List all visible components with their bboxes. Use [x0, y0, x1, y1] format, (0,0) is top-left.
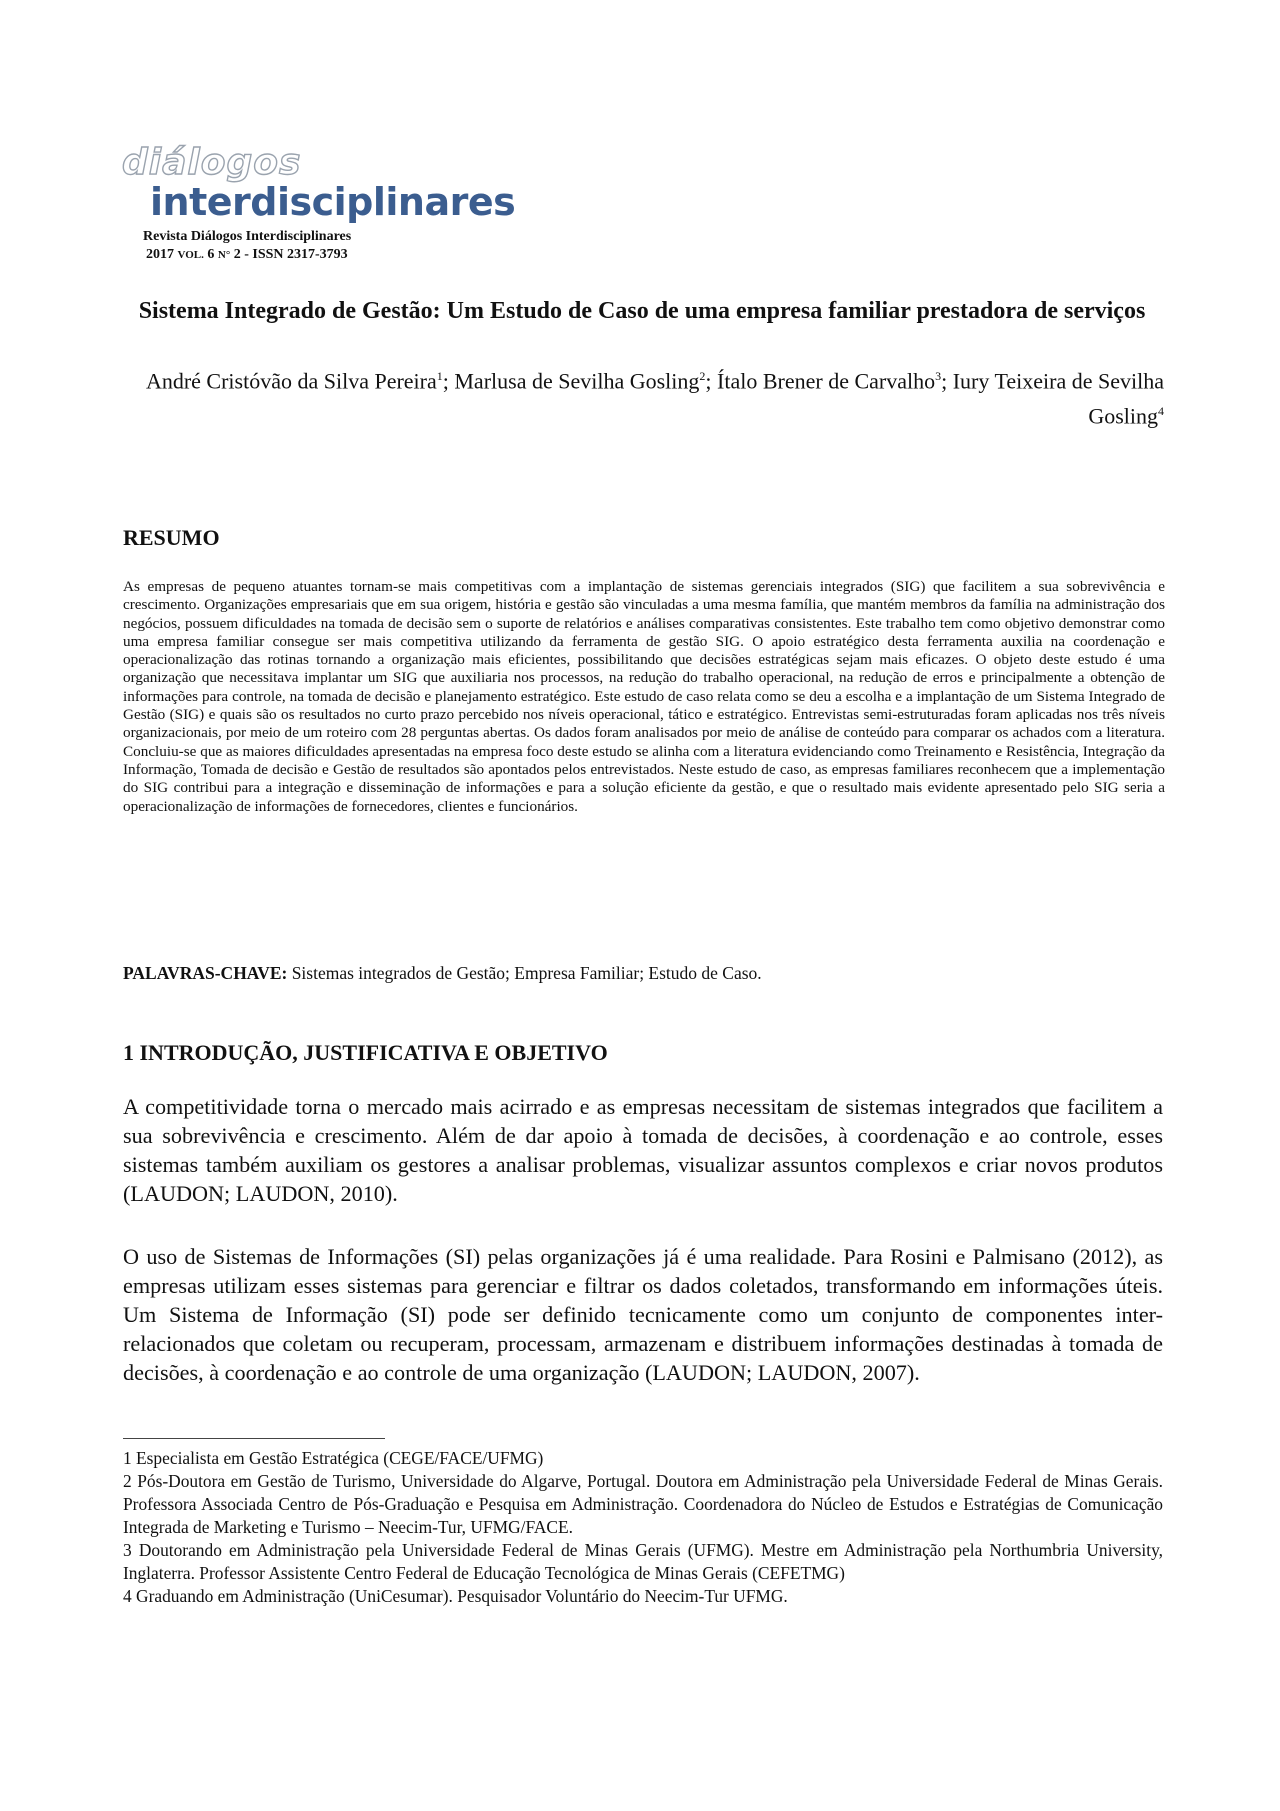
author-separator: ; [705, 368, 718, 394]
footnotes [123, 1447, 1163, 1608]
author-ref: 4 [1158, 404, 1164, 419]
author-ref: 2 [699, 369, 706, 383]
author-name: Marlusa de Sevilha Gosling [454, 368, 700, 394]
footnote-divider [123, 1438, 385, 1439]
journal-vol: 6 [207, 247, 215, 262]
journal-logo [120, 142, 516, 230]
author-separator: ; [442, 368, 455, 394]
footnote: 4 Graduando em Administração (UniCesumar). Pesquisador Voluntário do Neecim-Tur UFMG. [123, 1586, 788, 1606]
footnote: 2 Pós-Doutora em Gestão de Turismo, Universidade do Algarve, Portugal. Doutora em Administração pela Universidade Federal de Minas Gerais. Professora Associada Centro de Pós-Graduação e Pesquisa em Administração. Coordenadora do Núcleo de Estudos e Estratégias de Comunicação Integrada de Marketing e Turismo – Neecim-Tur, UFMG/FACE. [123, 1471, 1163, 1537]
journal-vol-label: VOL. [177, 249, 204, 261]
logo-text-dialogos: diálogos [122, 142, 302, 183]
author-ref: 3 [935, 369, 942, 383]
logo-text-interdisciplinares: interdisciplinares [150, 180, 516, 224]
abstract-heading: RESUMO [123, 525, 220, 550]
author-name: Ítalo Brener de Carvalho [717, 368, 936, 394]
author-separator: ; [941, 368, 953, 394]
journal-issue [143, 246, 351, 264]
journal-year: 2017 [146, 247, 174, 262]
section-heading: 1 INTRODUÇÃO, JUSTIFICATIVA E OBJETIVO [123, 1040, 608, 1065]
body-paragraph: O uso de Sistemas de Informações (SI) pelas organizações já é uma realidade. Para Rosini e Palmisano (2012), as empresas utilizam esses sistemas para gerenciar e filtrar os dados coletados, transformando em informações úteis. Um Sistema de Informação (SI) pode ser definido tecnicamente como um conjunto de componentes inter-relacionados que coletam ou recuperam, processam, armazenam e distribuem informações destinadas à tomada de decisões, à coordenação e ao controle de uma organização (LAUDON; LAUDON, 2007). [123, 1244, 1163, 1385]
journal-num: 2 [233, 247, 241, 262]
journal-info [143, 228, 351, 264]
article-title: Sistema Integrado de Gestão: Um Estudo de Caso de uma empresa familiar prestadora de serviços [138, 298, 1146, 324]
author-ref: 1 [436, 369, 443, 383]
footnote: 3 Doutorando em Administração pela Universidade Federal de Minas Gerais (UFMG). Mestre em Administração pela Northumbria University, Inglaterra. Professor Assistente Centro Federal de Educação Tecnológica de Minas Gerais (CEFETMG) [123, 1540, 1163, 1583]
author-name: André Cristóvão da Silva Pereira [145, 368, 437, 394]
journal-issn: - ISSN 2317-3793 [244, 247, 348, 262]
journal-num-label: N° [217, 249, 231, 261]
keywords-text: Sistemas integrados de Gestão; Empresa Familiar; Estudo de Caso. [291, 963, 762, 983]
body-paragraph: A competitividade torna o mercado mais acirrado e as empresas necessitam de sistemas integrados que facilitem a sua sobrevivência e crescimento. Além de dar apoio à tomada de decisões, à coordenação e ao controle, esses sistemas também auxiliam os gestores a analisar problemas, visualizar assuntos complexos e criar novos produtos (LAUDON; LAUDON, 2010). [123, 1094, 1163, 1206]
author-list [120, 361, 1164, 432]
keywords [123, 963, 1165, 984]
keywords-label: PALAVRAS-CHAVE: [123, 963, 288, 983]
abstract-text: As empresas de pequeno atuantes tornam-se mais competitivas com a implantação de sistemas gerenciais integrados (SIG) que facilitem a sua sobrevivência e crescimento. Organizações empresariais que em sua origem, história e gestão são vinculadas a uma mesma família, que mantém membros da família na administração dos negócios, possuem dificuldades na tomada de decisão sem o suporte de relatórios e análises comparativas consistentes. Este trabalho tem como objetivo demonstrar como uma empresa familiar consegue ser mais competitiva utilizando da ferramenta de gestão SIG. O apoio estratégico desta ferramenta auxilia na coordenação e operacionalização das rotinas tornando a organização mais eficientes, possibilitando que decisões estratégicas sejam mais eficazes. O objeto deste estudo é uma organização que necessitava implantar um SIG que auxiliaria nos processos, na redução do trabalho operacional, na redução de erros e principalmente a obtenção de informações para controle, na tomada de decisão e planejamento estratégico. Este estudo de caso relata como se deu a escolha e a implantação de um Sistema Integrado de Gestão (SIG) e quais são os resultados no curto prazo percebido nos níveis operacional, tático e estratégico. Entrevistas semi-estruturadas foram aplicadas nos três níveis organizacionais, por meio de um roteiro com 28 perguntas abertas. Os dados foram analisados por meio de análise de conteúdo para comparar os achados com a literatura. Concluiu-se que as maiores dificuldades apresentadas na empresa foco deste estudo se alinha com a literatura evidenciando como Treinamento e Resistência, Integração da Informação, Tomada de decisão e Gestão de resultados são apontados pelos entrevistados. Neste estudo de caso, as empresas familiares reconhecem que a implementação do SIG contribui para a integração e disseminação de informações e para a solução eficiente da gestão, e que o resultado mais evidente apresentado pelo SIG seria a operacionalização de informações de fornecedores, clientes e funcionários. [123, 578, 1165, 815]
footnote: 1 Especialista em Gestão Estratégica (CEGE/FACE/UFMG) [123, 1448, 544, 1468]
journal-name: Revista Diálogos Interdisciplinares [143, 229, 352, 244]
author-name: Iury Teixeira de Sevilha Gosling [952, 368, 1164, 429]
